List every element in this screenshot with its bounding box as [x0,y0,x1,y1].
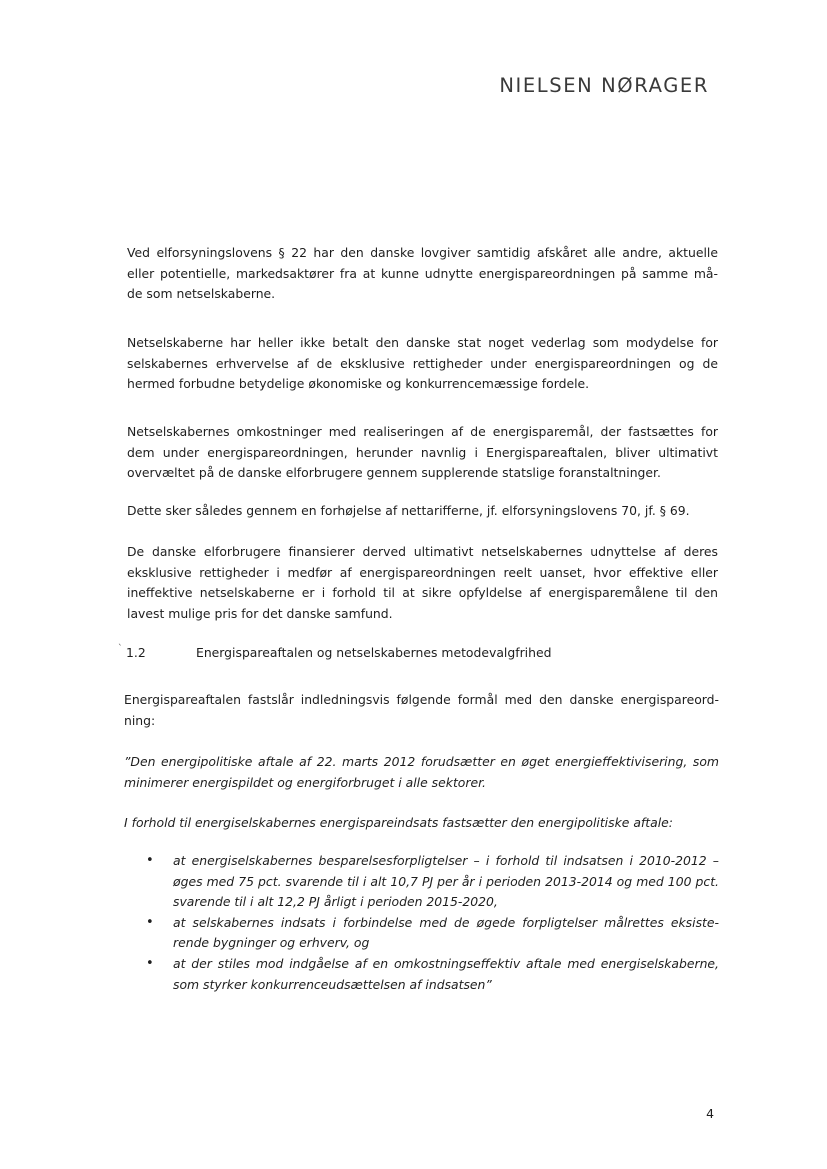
list-item [124,954,719,995]
paragraph: Dette sker således gennem en forhøjelse af nettarifferne, jf. elforsyningslovens 70, jf. § 69. [127,503,690,518]
bullet-icon: • [146,914,154,930]
paragraph: De danske elforbrugere finansierer derved ultimativt netselskabernes udnyttelse af deres eksklusive rettigheder i medfør af energispareordningen reelt uanset, hvor effektive eller ineffektive netselskaberne er i forhold til at sikre opfyldelse af energisparemålene til den lavest mulige pris for det danske samfund. [127,544,718,621]
bullet-icon: • [146,853,154,868]
bullet-list [124,851,719,995]
page-number: 4 [706,1106,714,1121]
list-item-text: at der stiles mod indgåelse af en omkostningseffektiv aftale med energiselskaberne, som styrker konkurrenceudsættelsen af indsatsen” [173,955,719,992]
section-number: 1.2 [126,645,146,660]
margin-mark: ` [118,644,123,654]
paragraph: Ved elforsyningslovens § 22 har den danske lovgiver samtidig afskåret alle andre, aktuelle eller potentielle, markedsaktører fra at kunne udnytte energispareordningen på samme må- de som netselskaberne. [127,245,718,302]
bullet-icon: • [146,955,154,971]
list-item [124,851,719,913]
paragraph: Netselskabernes omkostninger med realiseringen af de energisparemål, der fastsættes for dem under energispareordningen, herunder navnlig i Energispareaftalen, bliver ultimativt overvæltet på de danske elforbrugere gennem supplerende statslige foranstaltninger. [127,424,718,481]
intro-paragraph: Energispareaftalen fastslår indledningsvis følgende formål med den danske energispareord- ning: [124,692,719,728]
paragraph: Netselskaberne har heller ikke betalt den danske stat noget vederlag som modydelse for selskabernes erhvervelse af de eksklusive rettigheder under energispareordningen og de hermed forbudne betydelige økonomiske og konkurrencemæssige fordele. [127,335,718,392]
company-logo: NIELSEN NØRAGER [499,74,709,97]
quote-paragraph: ”Den energipolitiske aftale af 22. marts 2012 forudsætter en øget energieffektivisering, som minimerer energispildet og energiforbruget i alle sektorer. [124,754,719,790]
list-item-text: at selskabernes indsats i forbindelse med de øgede forpligtelser målrettes eksiste- rende bygninger og erhverv, og [173,914,719,951]
list-item [124,913,719,954]
section-title: Energispareaftalen og netselskabernes metodevalgfrihed [196,645,552,660]
list-item-text: at energiselskabernes besparelsesforpligtelser – i forhold til indsatsen i 2010-2012 – øges med 75 pct. svarende til i alt 10,7 PJ per år i perioden 2013-2014 og med 100 pct. svarende til i alt 12,2 PJ årligt i perioden 2015-2020, [173,853,719,910]
quote-paragraph: I forhold til energiselskabernes energispareindsats fastsætter den energipolitiske aftale: [124,815,673,830]
